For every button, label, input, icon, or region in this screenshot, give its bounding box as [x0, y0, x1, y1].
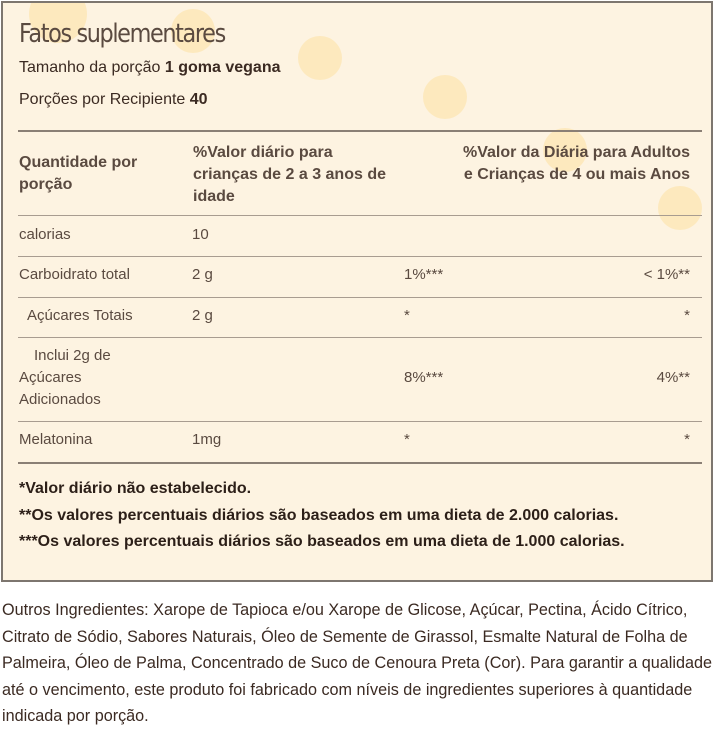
row-amount: 2 g [192, 307, 213, 324]
row-name: calorias [19, 226, 71, 243]
page-title: Fatos suplementares [19, 19, 225, 49]
row-adult-dv: * [684, 307, 690, 324]
row-child-dv: * [404, 307, 410, 324]
row-amount: 2 g [192, 266, 213, 283]
row-name-line: Açúcares [19, 369, 82, 386]
row-adult-dv: < 1%** [643, 266, 690, 283]
divider [18, 297, 702, 298]
divider [18, 462, 702, 464]
divider [18, 215, 702, 216]
serving-size-value: 1 goma vegana [164, 59, 281, 76]
row-adult-dv: 4%** [656, 369, 690, 386]
footnote: ***Os valores percentuais diários são baseados em uma dieta de 1.000 calorias. [19, 533, 625, 550]
footnote: **Os valores percentuais diários são baseados em uma dieta de 2.000 calorias. [19, 507, 619, 524]
row-adult-dv: * [684, 431, 690, 448]
row-name-line: Adicionados [19, 391, 101, 408]
row-child-dv: * [404, 431, 410, 448]
row-amount: 10 [192, 226, 209, 243]
decor-dot [298, 36, 342, 80]
servings-per-container [19, 91, 208, 109]
servings-per-value: 40 [189, 91, 208, 108]
row-name: Carboidrato total [19, 266, 130, 283]
decor-dot [658, 186, 702, 230]
divider [18, 337, 702, 338]
row-name: Melatonina [19, 431, 93, 448]
row-child-dv: 8%*** [404, 369, 444, 386]
header-child-dv: %Valor diário para crianças de 2 a 3 anos de idade [193, 144, 386, 205]
row-name: Açúcares Totais [27, 307, 133, 324]
divider [18, 421, 702, 422]
supplement-facts-panel [1, 1, 713, 582]
row-amount: 1mg [192, 431, 222, 448]
divider [18, 130, 702, 132]
header-adult-dv: %Valor da Diária para Adultos e Crianças de 4 ou mais Anos [462, 144, 690, 183]
serving-size-label: Tamanho da porção [19, 59, 161, 76]
row-name-line: Inclui 2g de [34, 347, 111, 364]
row-child-dv: 1%*** [404, 266, 444, 283]
footnote: *Valor diário não estabelecido. [19, 480, 252, 497]
serving-size [19, 59, 281, 77]
servings-per-label: Porções por Recipiente [19, 91, 186, 108]
decor-dot [423, 75, 467, 119]
divider [18, 256, 702, 257]
header-quantity: Quantidade por porção [19, 154, 138, 193]
other-ingredients: Outros Ingredientes: Xarope de Tapioca e/ou Xarope de Glicose, Açúcar, Pectina, Ácido Cítrico, Citrato de Sódio, Sabores Naturais, Óleo de Semente de Girassol, Esmalte Natural de Folha de Palmeira, Óleo de Palma, Concentrado de Suco de Cenoura Preta (Cor). Para garantir a qualidade até o vencimento, este produto foi fabricado com níveis de ingredientes superiores à quantidade indicada por porção. [2, 601, 712, 725]
